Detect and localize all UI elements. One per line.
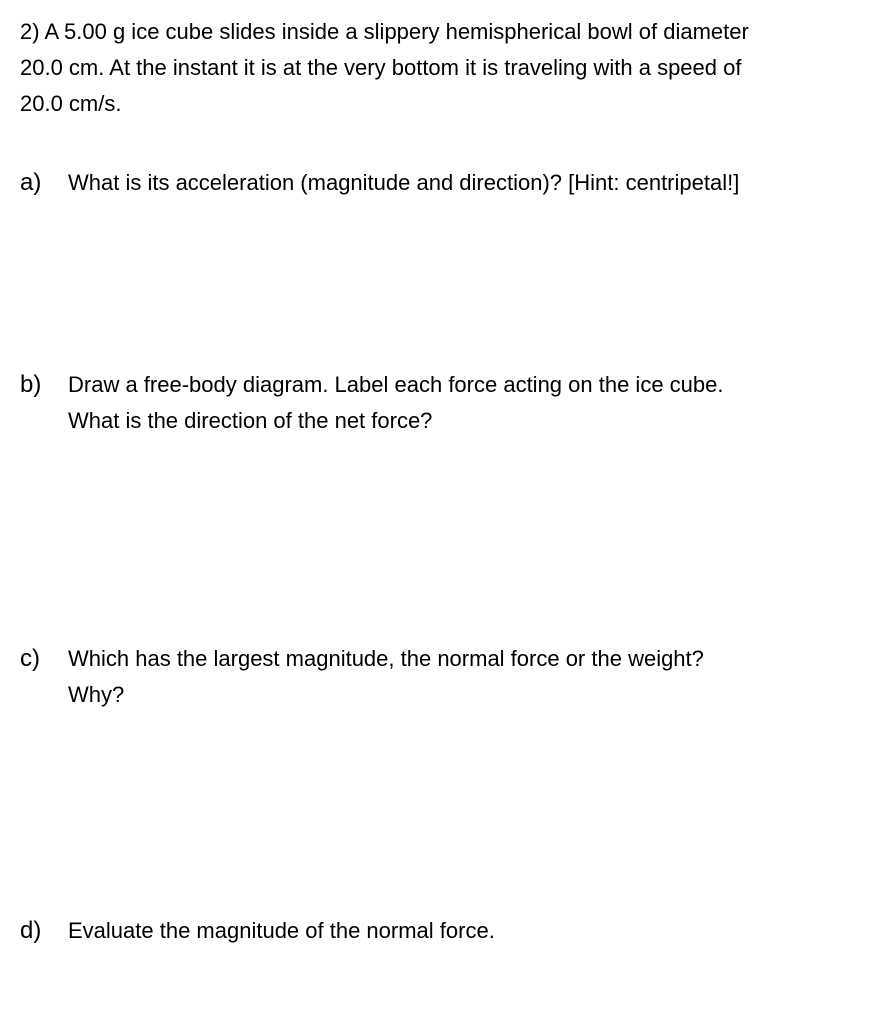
problem-statement: [20, 14, 870, 122]
part-d-label: d): [20, 917, 42, 944]
part-a-label: a): [20, 169, 42, 196]
part-d-line: Evaluate the magnitude of the normal force.: [68, 918, 495, 943]
part-c-text: [68, 641, 868, 713]
part-b-text: [68, 367, 868, 439]
problem-statement-line: 2) A 5.00 g ice cube slides inside a slippery hemispherical bowl of diameter: [20, 19, 749, 44]
problem-statement-line: 20.0 cm. At the instant it is at the very bottom it is traveling with a speed of: [20, 55, 742, 80]
part-a-text: [68, 165, 868, 201]
part-c-line: Why?: [68, 682, 125, 707]
problem-statement-line: 20.0 cm/s.: [20, 91, 122, 116]
part-d-text: [68, 913, 868, 949]
part-c-label: c): [20, 645, 40, 672]
part-c-line: Which has the largest magnitude, the normal force or the weight?: [68, 646, 704, 671]
part-a-line: What is its acceleration (magnitude and direction)? [Hint: centripetal!]: [68, 170, 740, 195]
part-b-label: b): [20, 371, 42, 398]
part-b-line: What is the direction of the net force?: [68, 408, 433, 433]
part-b-line: Draw a free-body diagram. Label each force acting on the ice cube.: [68, 372, 724, 397]
